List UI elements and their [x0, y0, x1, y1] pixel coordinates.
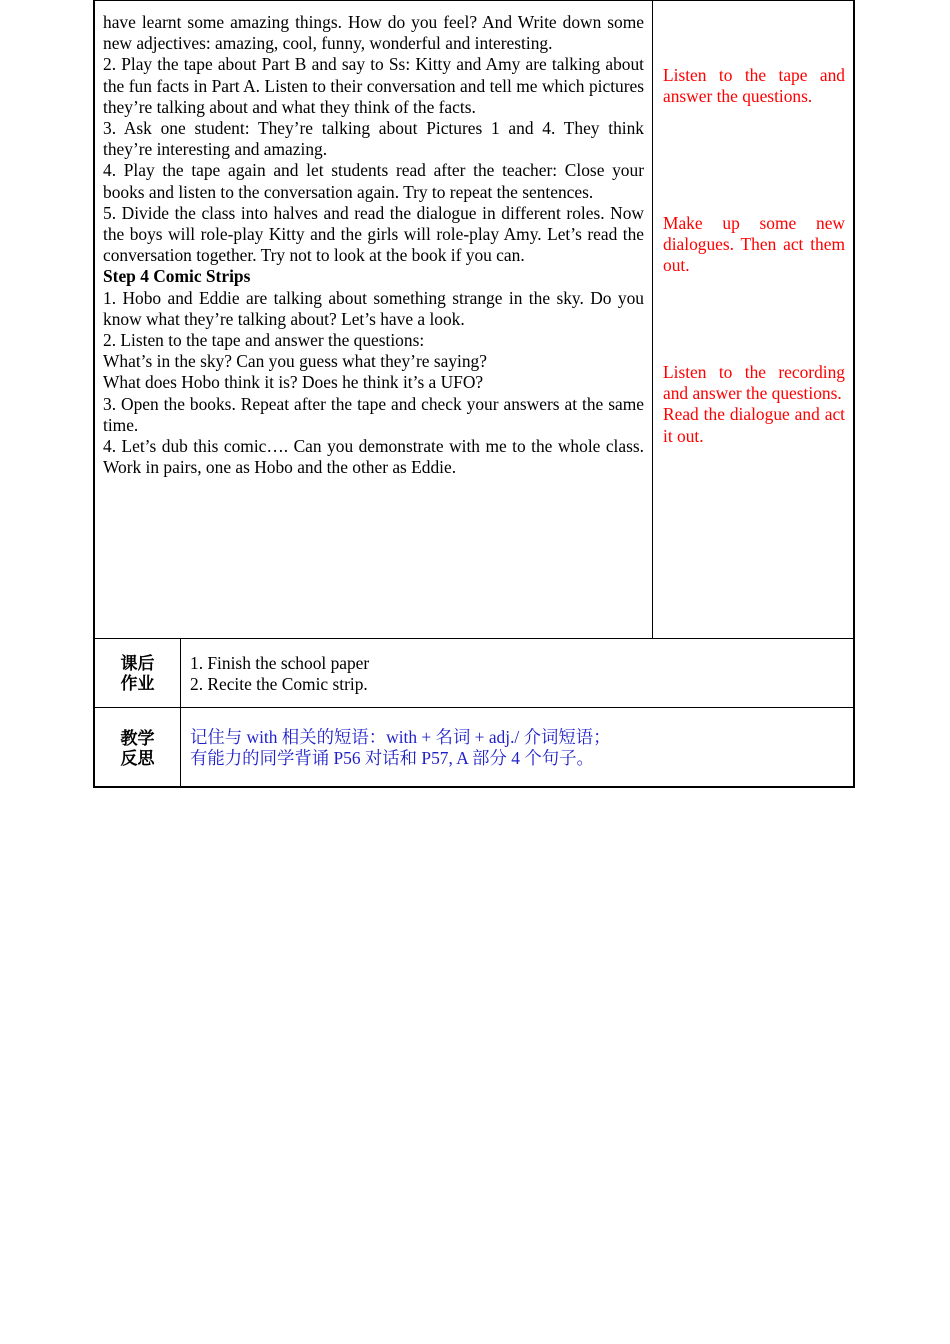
homework-content: [182, 639, 853, 707]
procedure-paragraph: have learnt some amazing things. How do you feel? And Write down some new adjectives: amazing, cool, funny, wonderful and interesting.: [103, 12, 644, 54]
activity-note-group: [663, 362, 845, 447]
teaching-procedure-cell: [95, 1, 653, 638]
homework-item: 2. Recite the Comic strip.: [190, 674, 368, 695]
reflection-line: 有能力的同学背诵 P56 对话和 P57, A 部分 4 个句子。: [190, 748, 594, 769]
reflection-line: 记住与 with 相关的短语：with + 名词 + adj./ 介词短语；: [190, 727, 611, 747]
procedure-paragraph: 3. Ask one student: They’re talking about Pictures 1 and 4. They think they’re interesting and amazing.: [103, 118, 644, 160]
procedure-question: What does Hobo think it is? Does he think it’s a UFO?: [103, 372, 484, 393]
procedure-paragraph: 1. Hobo and Eddie are talking about something strange in the sky. Do you know what they’re talking about? Let’s have a look.: [103, 287, 644, 329]
reflection-label: 教学 反思: [95, 708, 181, 787]
homework-label: 课后 作业: [95, 639, 181, 707]
procedure-paragraph: 2. Play the tape about Part B and say to Ss: Kitty and Amy are talking about the fun facts in Part A. Listen to their conversation and tell me which pictures they’re talking about and what they think of the facts.: [103, 54, 644, 117]
student-activity-cell: [654, 1, 853, 638]
procedure-question: What’s in the sky? Can you guess what they’re saying?: [103, 351, 487, 372]
procedure-paragraph: 4. Play the tape again and let students read after the teacher: Close your books and listen to the conversation again. Try to repeat the sentences.: [103, 160, 644, 202]
activity-note: Listen to the tape and answer the questions.: [663, 65, 845, 107]
activity-note: Listen to the recording and answer the questions.: [663, 362, 845, 404]
activity-note: Read the dialogue and act it out.: [663, 404, 845, 446]
procedure-paragraph: 4. Let’s dub this comic…. Can you demonstrate with me to the whole class. Work in pairs, one as Hobo and the other as Eddie.: [103, 436, 644, 478]
homework-row: [95, 639, 853, 708]
procedure-paragraph: 3. Open the books. Repeat after the tape and check your answers at the same time.: [103, 393, 644, 435]
procedure-row: [95, 1, 853, 639]
reflection-content: [182, 708, 853, 787]
lesson-plan-table: [93, 0, 855, 788]
procedure-paragraph: 5. Divide the class into halves and read the dialogue in different roles. Now the boys will role-play Kitty and the girls will role-play Amy. Let’s read the conversation together. Try not to look at the book if you can.: [103, 202, 644, 266]
procedure-paragraph: 2. Listen to the tape and answer the questions:: [103, 330, 425, 351]
homework-item: 1. Finish the school paper: [190, 653, 370, 673]
step-heading: Step 4 Comic Strips: [103, 266, 251, 287]
reflection-row: [95, 708, 853, 787]
activity-note: Make up some new dialogues. Then act them out.: [663, 213, 845, 276]
